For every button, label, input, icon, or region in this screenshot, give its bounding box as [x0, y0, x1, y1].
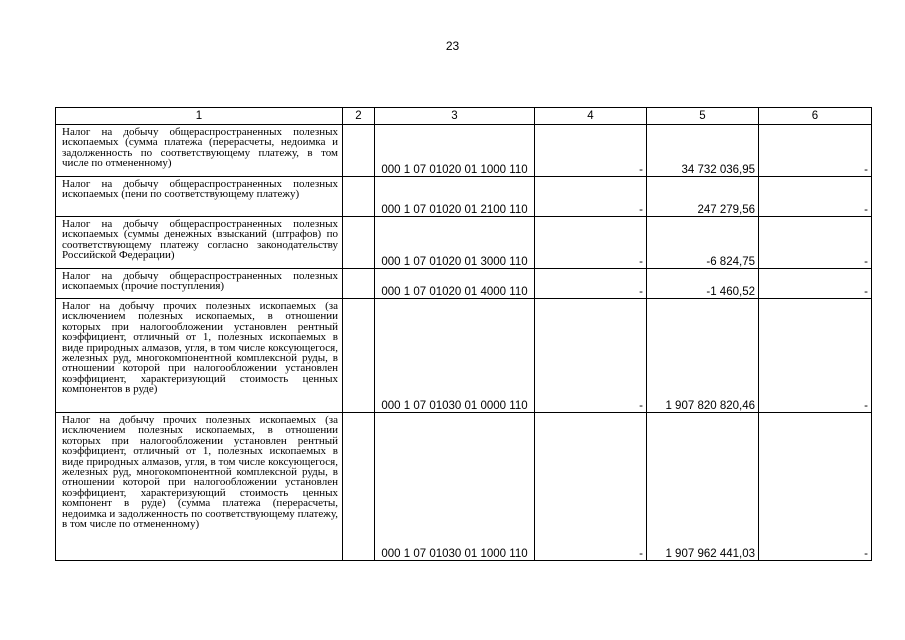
row-col4: -	[535, 299, 647, 413]
row-col2	[343, 177, 375, 217]
row-description: Налог на добычу прочих полезных ископаемых (за исключением полезных ископаемых, в отношении которых при налогообложении установлен рентный коэффициент, отличный от 1, полезных ископаемых в виде природных алмазов, угля, в том числе коксующегося, железных руд, многокомпонентной комплексной руды, в отношении которой при налогообложении установлен коэффициент, характеризующий стоимость ценных компонент в руде) (сумма платежа (перерасчеты, недоимка и задолженность по соответствующему платежу, в том числе по отмененному)	[56, 413, 343, 561]
revenue-table	[55, 107, 872, 561]
table-row	[56, 217, 872, 269]
row-col4: -	[535, 125, 647, 177]
row-budget-code: 000 1 07 01030 01 0000 110	[375, 299, 535, 413]
table-row	[56, 413, 872, 561]
table-row	[56, 269, 872, 299]
row-budget-code: 000 1 07 01030 01 1000 110	[375, 413, 535, 561]
row-col2	[343, 125, 375, 177]
column-header-5: 5	[647, 108, 759, 125]
row-budget-code: 000 1 07 01020 01 4000 110	[375, 269, 535, 299]
row-description: Налог на добычу прочих полезных ископаемых (за исключением полезных ископаемых, в отношении которых при налогообложении установлен рентный коэффициент, отличный от 1, полезных ископаемых в виде природных алмазов, угля, в том числе коксующегося, железных руд, многокомпонентной комплексной руды, в отношении которой при налогообложении установлен коэффициент, характеризующий стоимость ценных компонентов в руде)	[56, 299, 343, 413]
row-col6: -	[759, 413, 872, 561]
row-col5-amount: 34 732 036,95	[647, 125, 759, 177]
column-header-4: 4	[535, 108, 647, 125]
row-col5-amount: -1 460,52	[647, 269, 759, 299]
row-col5-amount: -6 824,75	[647, 217, 759, 269]
table-row	[56, 177, 872, 217]
column-header-3: 3	[375, 108, 535, 125]
column-header-1: 1	[56, 108, 343, 125]
table-row	[56, 299, 872, 413]
row-col2	[343, 217, 375, 269]
column-header-2: 2	[343, 108, 375, 125]
row-col2	[343, 269, 375, 299]
row-col2	[343, 299, 375, 413]
row-col5-amount: 1 907 962 441,03	[647, 413, 759, 561]
row-col2	[343, 413, 375, 561]
row-col5-amount: 1 907 820 820,46	[647, 299, 759, 413]
row-col5-amount: 247 279,56	[647, 177, 759, 217]
row-description: Налог на добычу общераспространенных полезных ископаемых (пени по соответствующему платежу)	[56, 177, 343, 217]
column-number-header-row	[56, 108, 872, 125]
row-col4: -	[535, 177, 647, 217]
row-col4: -	[535, 217, 647, 269]
row-col4: -	[535, 413, 647, 561]
row-description: Налог на добычу общераспространенных полезных ископаемых (сумма платежа (перерасчеты, недоимка и задолженность по соответствующему платежу, в том числе по отмененному)	[56, 125, 343, 177]
row-description: Налог на добычу общераспространенных полезных ископаемых (суммы денежных взысканий (штрафов) по соответствующему платежу согласно законодательству Российской Федерации)	[56, 217, 343, 269]
row-col4: -	[535, 269, 647, 299]
row-budget-code: 000 1 07 01020 01 1000 110	[375, 125, 535, 177]
column-header-6: 6	[759, 108, 872, 125]
row-budget-code: 000 1 07 01020 01 3000 110	[375, 217, 535, 269]
row-col6: -	[759, 125, 872, 177]
page-number: 23	[445, 39, 460, 53]
row-col6: -	[759, 299, 872, 413]
row-col6: -	[759, 269, 872, 299]
row-budget-code: 000 1 07 01020 01 2100 110	[375, 177, 535, 217]
row-col6: -	[759, 177, 872, 217]
table-row	[56, 125, 872, 177]
row-col6: -	[759, 217, 872, 269]
row-description: Налог на добычу общераспространенных полезных ископаемых (прочие поступления)	[56, 269, 343, 299]
